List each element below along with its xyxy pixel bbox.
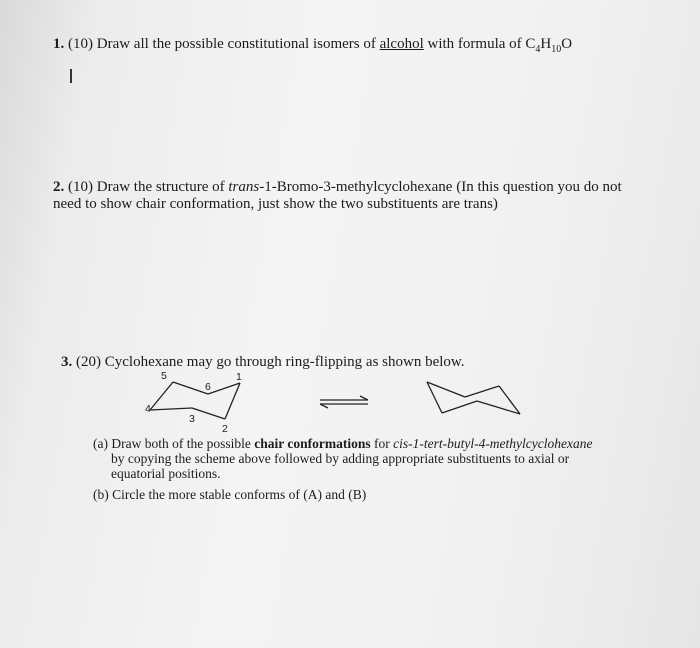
part-a-pre: (a) Draw both of the possible xyxy=(93,436,255,451)
carbon-label-1: 1 xyxy=(236,371,242,383)
question-2 xyxy=(53,179,653,213)
question-3-part-a xyxy=(93,436,653,481)
formula-sub-4: 4 xyxy=(535,44,541,55)
question-2-number: 2. xyxy=(53,179,65,195)
carbon-label-6: 6 xyxy=(205,381,211,393)
question-3-part-b: (b) Circle the more stable conforms of (A) and (B) xyxy=(93,487,367,502)
question-3-number: 3. xyxy=(61,354,73,370)
compound-name-italic: cis-1-tert-butyl-4-methylcyclohexane xyxy=(393,436,593,451)
bond-4-5 xyxy=(150,382,173,410)
carbon-label-4: 4 xyxy=(145,403,151,415)
chair-conformations-bold: chair conformations xyxy=(254,436,371,451)
formula-o: O xyxy=(561,36,573,52)
text-cursor xyxy=(70,69,72,83)
question-1 xyxy=(53,36,572,58)
question-3-text: (20) Cyclohexane may go through ring-flipping as shown below. xyxy=(72,354,465,370)
formula-h: H xyxy=(540,36,552,52)
chair-conformation-left xyxy=(150,382,240,419)
trans-italic: trans xyxy=(228,179,260,195)
question-2-text-pre: (10) Draw the structure of xyxy=(64,179,229,195)
question-1-number: 1. xyxy=(53,36,65,52)
chair-conformation-right xyxy=(427,382,520,414)
question-2-text-post: -1-Bromo-3-methylcyclohexane (In this question you do not need to show chair conformation, just show the two substituents are trans) xyxy=(53,179,622,212)
bond-2-3 xyxy=(192,408,225,419)
equilibrium-arrows xyxy=(320,396,368,408)
part-a-line-2: by copying the scheme above followed by adding appropriate substituents to axial or xyxy=(111,451,570,466)
part-a-mid: for xyxy=(370,436,394,451)
bond-3-4 xyxy=(150,408,192,410)
part-a-line-3: equatorial positions. xyxy=(111,466,221,481)
question-1-text: (10) Draw all the possible constitutional isomers of xyxy=(64,36,380,52)
formula-c: with formula of C xyxy=(423,36,536,52)
ring-flip-scheme xyxy=(140,368,540,438)
carbon-label-3: 3 xyxy=(189,413,195,425)
formula-sub-10: 10 xyxy=(551,44,562,55)
bond-6-1 xyxy=(208,383,240,394)
bond-5-6 xyxy=(173,382,208,394)
carbon-label-5: 5 xyxy=(161,370,167,382)
carbon-label-2: 2 xyxy=(222,423,228,435)
alcohol-underlined: alcohol xyxy=(379,36,424,52)
bond-1-2 xyxy=(225,383,240,419)
